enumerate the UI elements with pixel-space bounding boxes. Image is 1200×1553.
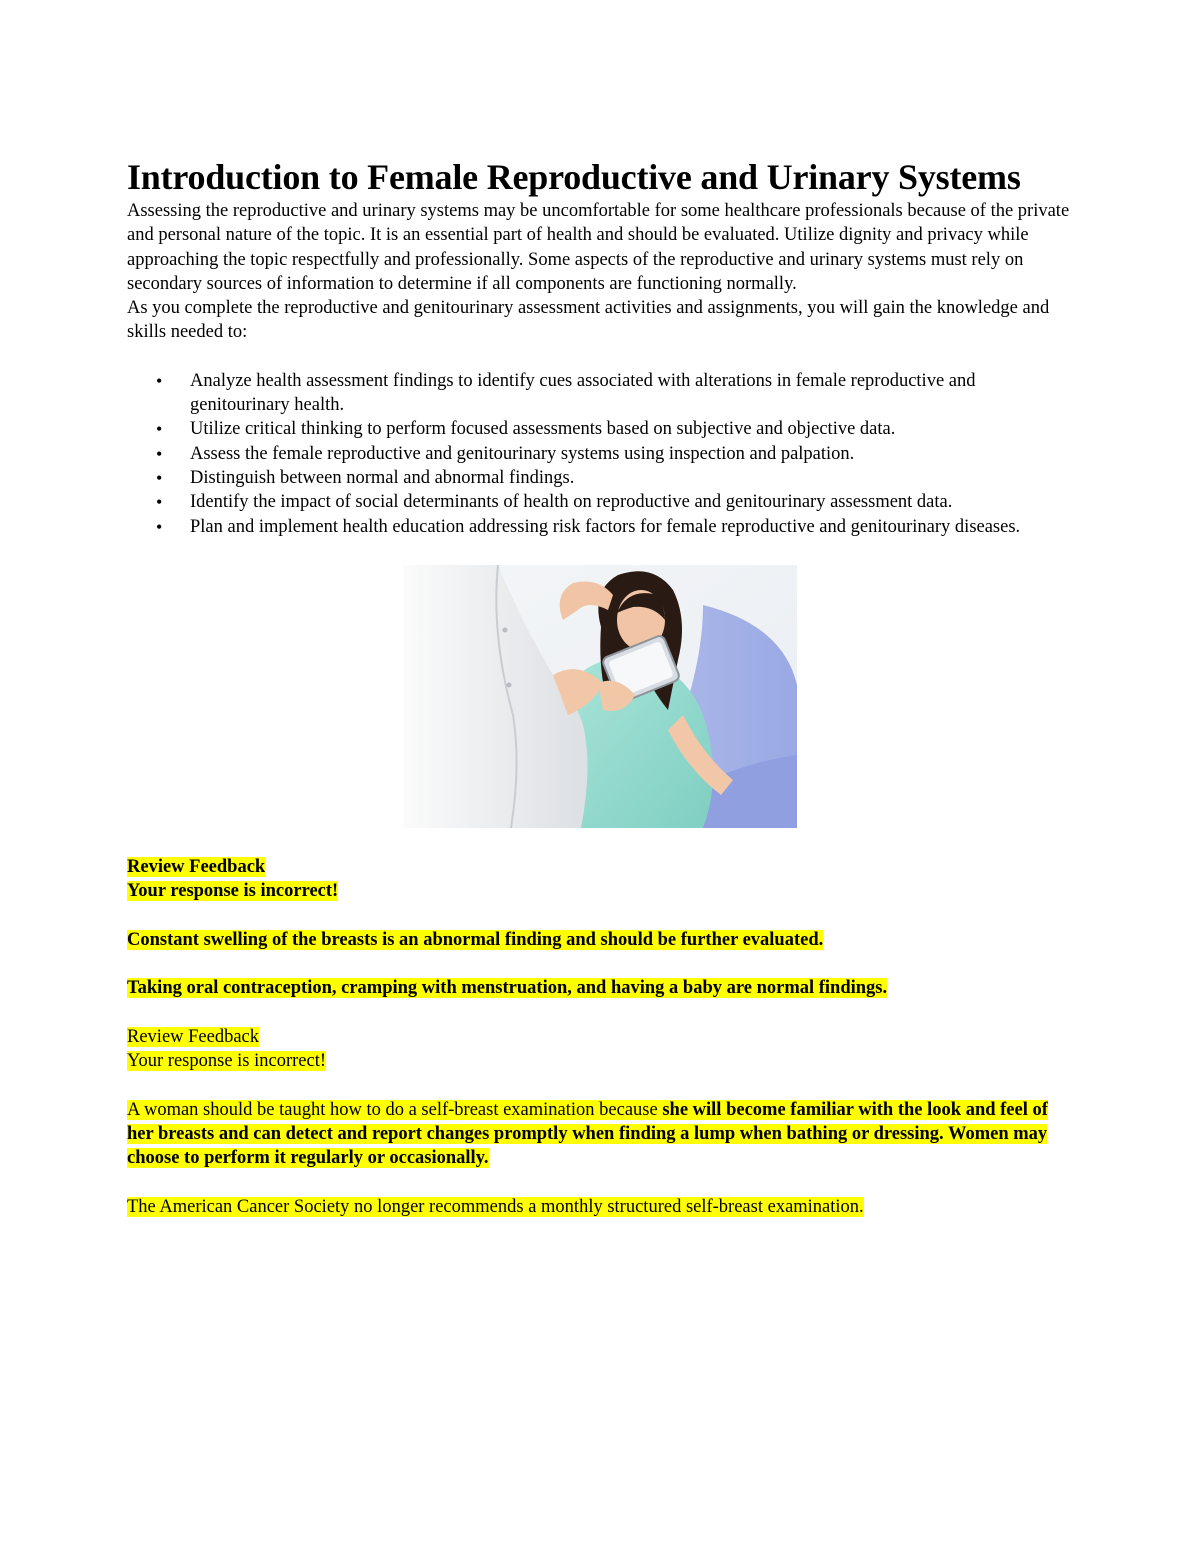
feedback-result-line <box>127 879 1077 903</box>
feedback-explanation-bold: she will become familiar with the look and feel of her breasts and can detect and report changes promptly when finding a lump when bathing or dressing. Women may choose to perform it regularly or occasionally. <box>127 1099 1048 1169</box>
feedback-explanation-line <box>127 1098 1077 1171</box>
lead-paragraph: As you complete the reproductive and genitourinary assessment activities and assignments, you will gain the knowledge and skills needed to: <box>127 298 1050 343</box>
feedback-explanation-plain: A woman should be taught how to do a self-breast examination because <box>127 1099 663 1120</box>
feedback-heading-line <box>127 1025 1077 1049</box>
objective-text: Utilize critical thinking to perform focused assessments based on subjective and objective data. <box>190 419 896 440</box>
intro-paragraph: Assessing the reproductive and urinary systems may be uncomfortable for some healthcare professionals because of the private and personal nature of the topic. It is an essential part of health and should be evaluated. Utilize dignity and privacy while approaching the topic respectfully and professionally. Some aspects of the reproductive and urinary systems must rely on secondary sources of information to determine if all components are functioning normally. <box>127 201 1070 294</box>
list-item <box>127 515 1077 539</box>
photo-illustration <box>403 565 797 828</box>
objective-text: Identify the impact of social determinants of health on reproductive and genitourinary assessment data. <box>190 492 953 513</box>
patient-consultation-photo <box>403 565 797 828</box>
feedback-heading: Review Feedback <box>127 856 266 877</box>
bullet-icon: • <box>156 370 163 391</box>
feedback-note: The American Cancer Society no longer recommends a monthly structured self-breast examination. <box>127 1197 864 1218</box>
bullet-icon: • <box>156 467 163 488</box>
list-item <box>127 490 1077 514</box>
feedback-heading-line <box>127 855 1077 879</box>
bullet-icon: • <box>156 443 163 464</box>
feedback-finding: Constant swelling of the breasts is an abnormal finding and should be further evaluated. <box>127 929 824 950</box>
bullet-icon: • <box>156 419 163 440</box>
objective-text: Assess the female reproductive and genitourinary systems using inspection and palpation. <box>190 443 855 464</box>
feedback-result: Your response is incorrect! <box>127 881 339 902</box>
feedback-result: Your response is incorrect! <box>127 1051 327 1072</box>
bullet-icon: • <box>156 516 163 537</box>
spacer <box>127 1074 1077 1098</box>
feedback-finding: Taking oral contraception, cramping with menstruation, and having a baby are normal findings. <box>127 978 888 999</box>
list-item <box>127 442 1077 466</box>
feedback-block-1 <box>127 855 1077 1219</box>
list-item <box>127 369 1077 418</box>
objective-text: Plan and implement health education addressing risk factors for female reproductive and genitourinary diseases. <box>190 516 1021 537</box>
feedback-finding-line <box>127 928 1077 952</box>
feedback-heading: Review Feedback <box>127 1026 260 1047</box>
bullet-icon: • <box>156 492 163 513</box>
list-item <box>127 466 1077 490</box>
list-item <box>127 417 1077 441</box>
feedback-result-line <box>127 1049 1077 1073</box>
spacer <box>127 952 1077 976</box>
document-content <box>127 155 1077 1219</box>
spacer <box>127 903 1077 927</box>
feedback-note-line <box>127 1195 1077 1219</box>
page-title: Introduction to Female Reproductive and Urinary Systems <box>127 157 1021 197</box>
spacer <box>127 1001 1077 1025</box>
spacer <box>127 1171 1077 1195</box>
objective-text: Distinguish between normal and abnormal findings. <box>190 467 575 488</box>
objectives-list <box>127 369 1077 539</box>
feedback-finding-line <box>127 976 1077 1000</box>
objective-text: Analyze health assessment findings to identify cues associated with alterations in female reproductive and genitourinary health. <box>190 370 976 416</box>
